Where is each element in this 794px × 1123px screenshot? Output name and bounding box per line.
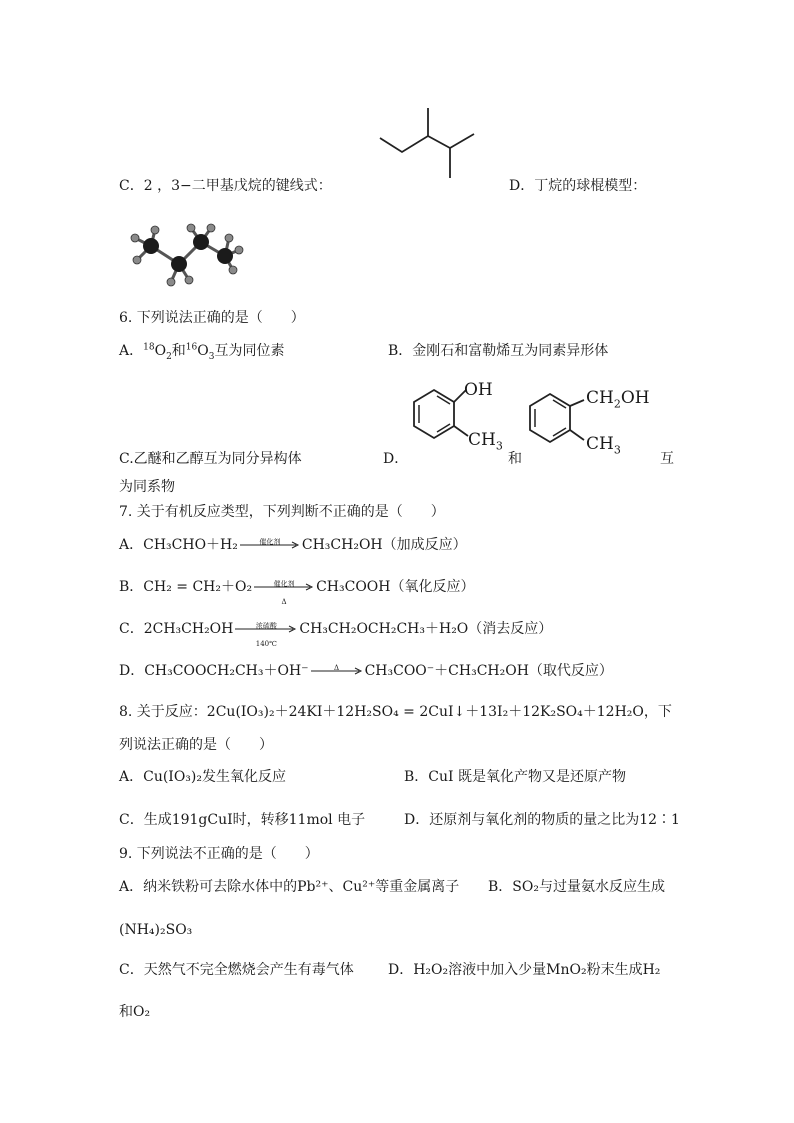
o-cresol-structure (408, 378, 510, 456)
q9-stem: 9. 下列说法不正确的是（ ） (119, 846, 319, 862)
q6-option-c: C.乙醚和乙醇互为同分异构体 (119, 451, 302, 467)
q6-option-d-and: 和 (508, 451, 522, 467)
q5-option-d: D．丁烷的球棍模型： (509, 178, 647, 194)
q9-option-a: A．纳米铁粉可去除水体中的Pb²⁺、Cu²⁺等重金属离子 (119, 879, 460, 895)
q9-option-d-cont: 和O₂ (119, 1004, 151, 1020)
q8-option-a: A．Cu(IO₃)₂发生氧化反应 (119, 769, 286, 785)
reaction-arrow: 催化剂 (240, 541, 300, 549)
q8-option-d: D．还原剂与氧化剂的物质的量之比为12∶1 (404, 812, 680, 828)
q6-option-a: A．$^{18}O_2$和$^{16}O_3$互为同位素 (119, 342, 285, 362)
ch3-label: $CH_3$ (468, 430, 503, 453)
q5-option-c: C．2 ，3−二甲基戊烷的键线式： (119, 178, 332, 194)
q7-option-d: D．CH₃COOCH₂CH₃＋OH⁻ Δ CH₃COO⁻＋CH₃CH₂OH（取代反应） (119, 663, 613, 679)
reaction-arrow: 催化剂 Δ (254, 583, 314, 591)
q9-option-b-cont: (NH₄)₂SO₃ (119, 922, 193, 938)
q7-option-c: C．2CH₃CH₂OH 浓硫酸 140℃ CH₃CH₂OCH₂CH₃＋H₂O（消去反应） (119, 621, 553, 648)
q8-option-c: C．生成191gCuI时，转移11mol 电子 (119, 812, 366, 828)
skeletal-formula-image (376, 104, 480, 182)
q6-option-d-tail: 为同系物 (119, 479, 175, 495)
q9-option-d: D．H₂O₂溶液中加入少量MnO₂粉末生成H₂ (388, 962, 661, 978)
q7-option-b: B．CH₂ = CH₂＋O₂ 催化剂 Δ CH₃COOH（氧化反应） (119, 579, 475, 606)
q6-stem: 6. 下列说法正确的是（ ） (119, 310, 305, 326)
q7-stem: 7. 关于有机反应类型，下列判断不正确的是（ ） (119, 504, 445, 520)
q8-stem-line2: 列说法正确的是（ ） (119, 737, 273, 753)
ch3-label-2: $CH_3$ (586, 434, 621, 457)
q6-option-d-mutual: 互 (660, 451, 674, 467)
ch2oh-label: $CH_2OH$ (586, 388, 650, 411)
reaction-arrow: 浓硫酸 140℃ (235, 625, 297, 633)
q6-option-b: B．金刚石和富勒烯互为同素异形体 (388, 343, 609, 359)
q6-option-d-prefix: D． (383, 451, 409, 467)
q8-stem-line1: 8. 关于反应：2Cu(IO₃)₂＋24KI＋12H₂SO₄ = 2CuI↓＋13I₂＋12K₂SO₄＋12H₂O，下 (119, 704, 672, 720)
q7-option-a: A．CH₃CHO＋H₂ 催化剂 CH₃CH₂OH（加成反应） (119, 537, 467, 553)
q9-option-b: B．SO₂与过量氨水反应生成 (488, 879, 665, 895)
ball-stick-model-image (125, 220, 247, 292)
q9-option-c: C．天然气不完全燃烧会产生有毒气体 (119, 962, 354, 978)
oh-label: OH (464, 380, 493, 400)
q8-option-b: B．CuI 既是氧化产物又是还原产物 (404, 769, 626, 785)
reaction-arrow: Δ (311, 667, 363, 675)
methylbenzyl-alcohol-structure (524, 384, 664, 460)
